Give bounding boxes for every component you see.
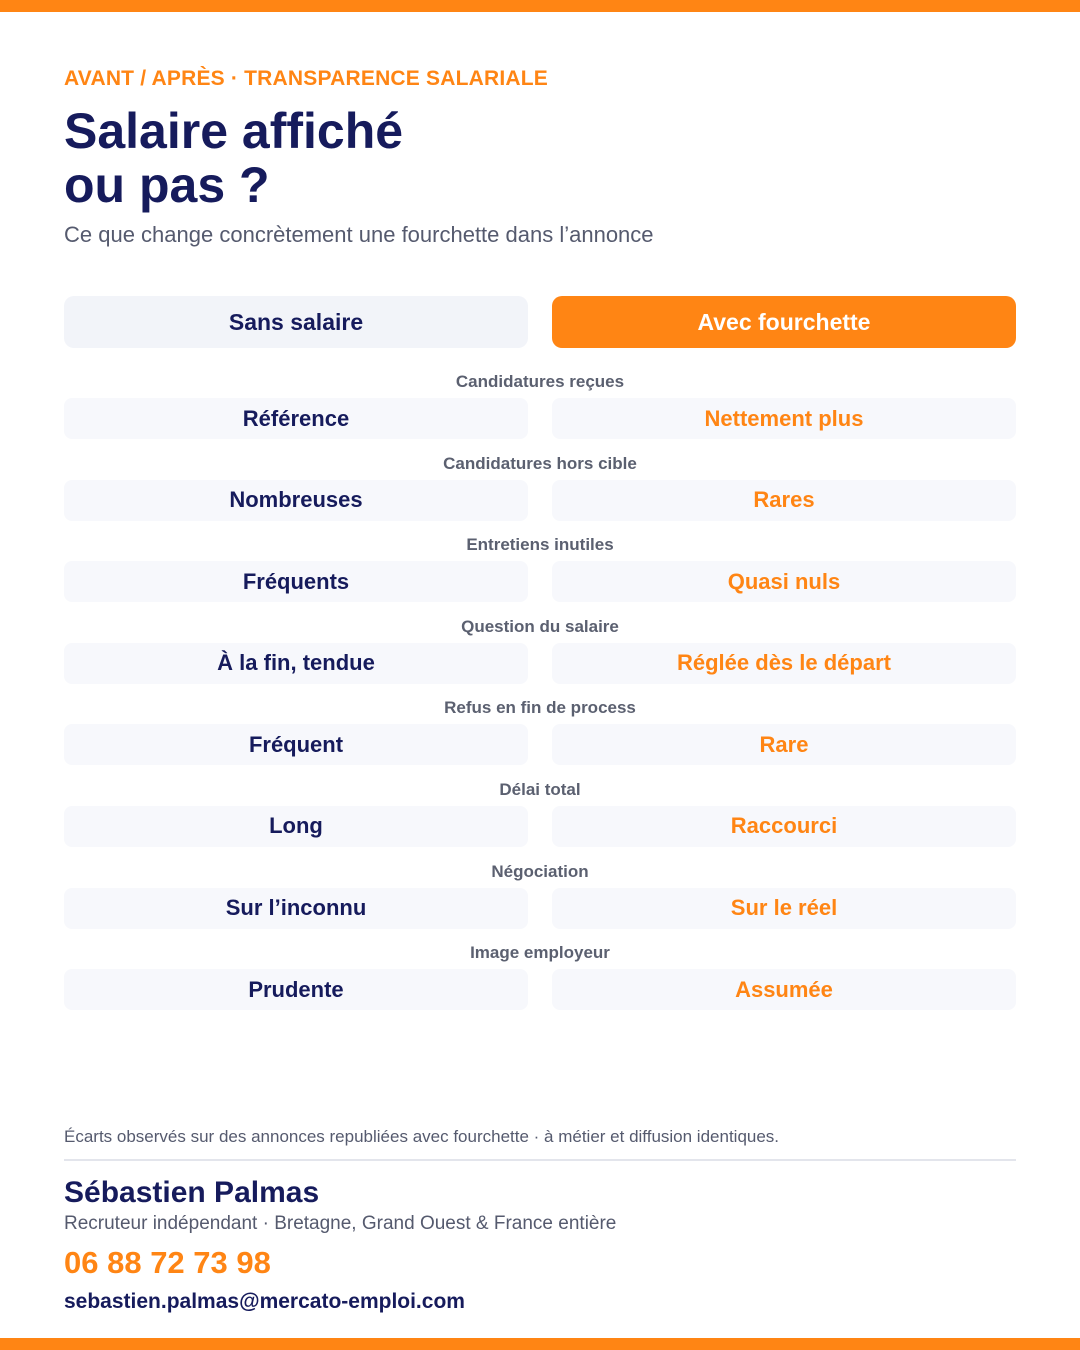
phone-number[interactable]: 06 88 72 73 98: [64, 1245, 271, 1280]
cell-without-salary: Fréquent: [64, 724, 528, 765]
author-name: Sébastien Palmas: [64, 1176, 320, 1209]
footer-divider: [64, 1159, 1016, 1161]
top-accent-bar: [0, 0, 1080, 12]
cell-with-range: Nettement plus: [552, 398, 1016, 439]
cell-without-salary: Nombreuses: [64, 480, 528, 521]
row-label: Refus en fin de process: [444, 698, 636, 718]
cell-with-range: Réglée dès le départ: [552, 643, 1016, 684]
cell-with-range: Quasi nuls: [552, 561, 1016, 602]
cell-with-range: Rare: [552, 724, 1016, 765]
row-label: Délai total: [499, 779, 581, 799]
cell-with-range: Assumée: [552, 969, 1016, 1010]
row-label: Candidatures hors cible: [443, 453, 637, 473]
cell-without-salary: Sur l’inconnu: [64, 888, 528, 929]
comparison-row: [64, 368, 1016, 450]
comparison-row: [64, 858, 1016, 940]
cell-without-salary: Référence: [64, 398, 528, 439]
column-header-with-range: Avec fourchette: [552, 296, 1016, 348]
email-address[interactable]: sebastien.palmas@mercato-emploi.com: [64, 1290, 465, 1313]
comparison-row: [64, 694, 1016, 776]
comparison-table: [64, 368, 1016, 1021]
eyebrow-label: AVANT / APRÈS · TRANSPARENCE SALARIALE: [64, 67, 549, 90]
row-label: Image employeur: [470, 943, 610, 963]
cell-with-range: Raccourci: [552, 806, 1016, 847]
row-label: Entretiens inutiles: [466, 535, 614, 555]
title-line-2: ou pas ?: [64, 157, 270, 213]
comparison-row: [64, 776, 1016, 858]
page-subtitle: Ce que change concrètement une fourchette dans l’annonce: [64, 222, 654, 247]
cell-without-salary: Prudente: [64, 969, 528, 1010]
cell-with-range: Sur le réel: [552, 888, 1016, 929]
comparison-row: [64, 450, 1016, 532]
cell-with-range: Rares: [552, 480, 1016, 521]
footnote: Écarts observés sur des annonces republiées avec fourchette · à métier et diffusion identiques.: [64, 1127, 780, 1146]
cell-without-salary: Long: [64, 806, 528, 847]
bottom-accent-bar: [0, 1338, 1080, 1350]
cell-without-salary: À la fin, tendue: [64, 643, 528, 684]
row-label: Candidatures reçues: [455, 372, 625, 391]
comparison-row: [64, 939, 1016, 1021]
page-title: [64, 104, 403, 212]
comparison-row: [64, 613, 1016, 695]
column-header-without-salary: Sans salaire: [64, 296, 528, 348]
row-label: Question du salaire: [461, 616, 619, 636]
author-role: Recruteur indépendant · Bretagne, Grand Ouest & France entière: [64, 1213, 617, 1234]
cell-without-salary: Fréquents: [64, 561, 528, 602]
title-line-1: Salaire affiché: [64, 103, 404, 159]
comparison-row: [64, 531, 1016, 613]
row-label: Négociation: [491, 861, 589, 881]
